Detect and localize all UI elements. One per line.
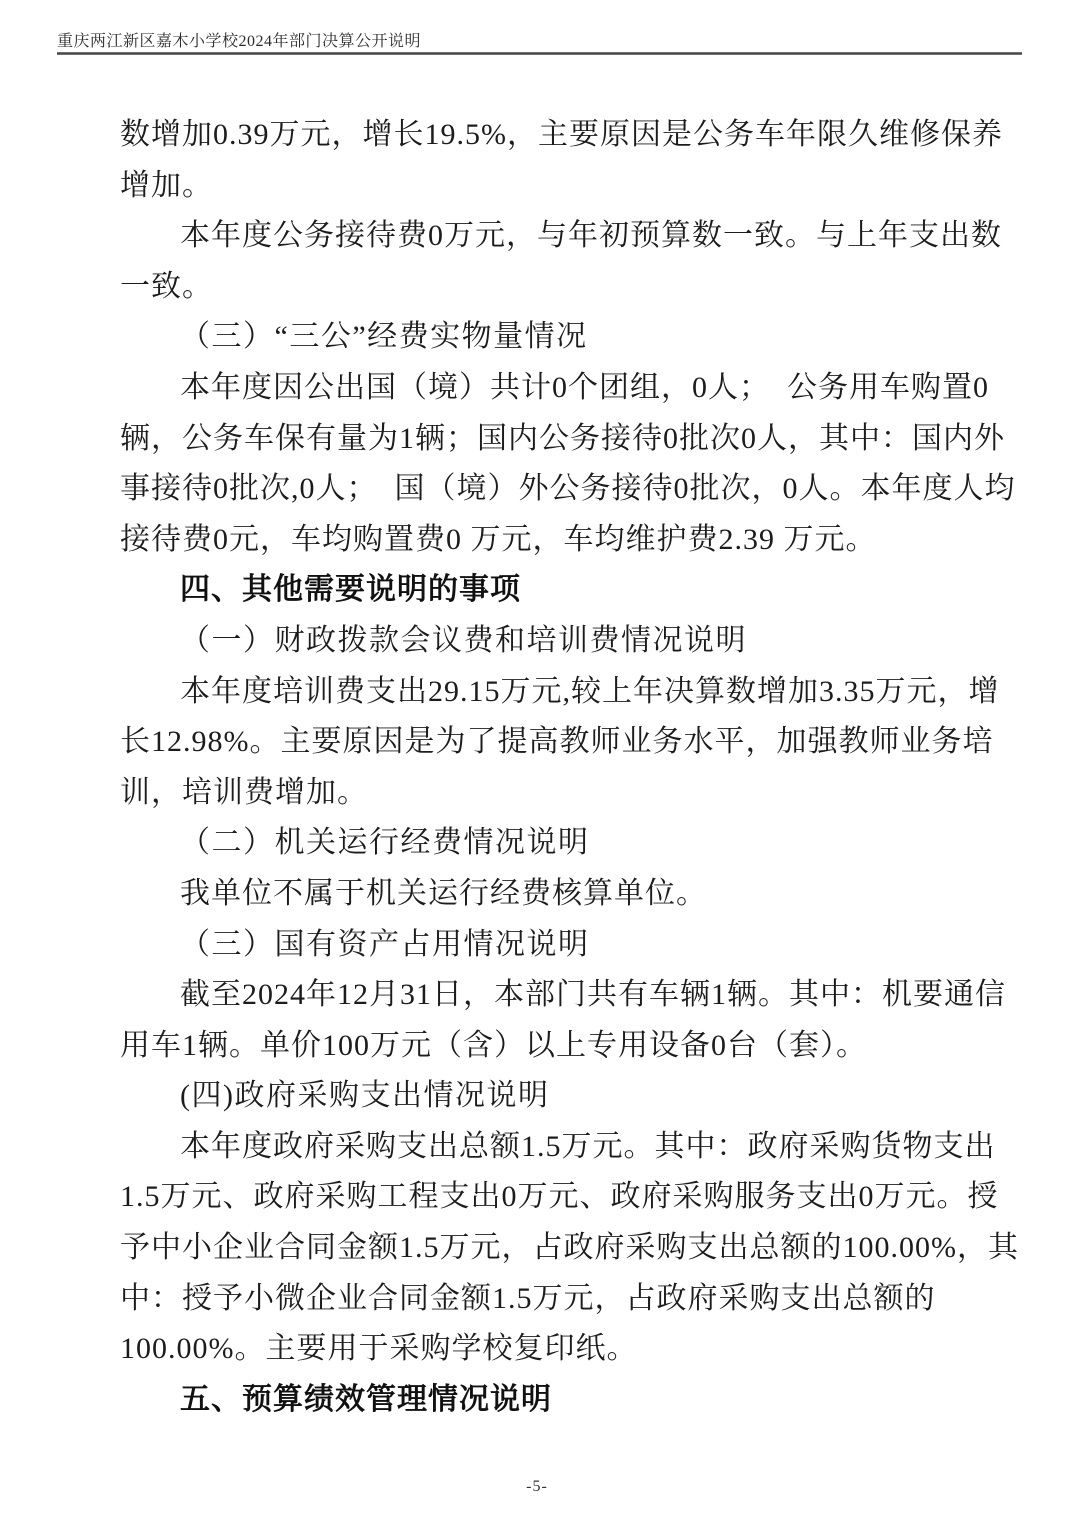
page-number: -5- — [526, 1478, 548, 1495]
document-header — [0, 0, 1074, 60]
section-heading: （三）“三公”经费实物量情况 — [180, 320, 588, 354]
text-line: 辆，公务车保有量为1辆；国内公务接待0批次0人，其中：国内外 — [120, 421, 1005, 455]
section-heading: (四)政府采购支出情况说明 — [180, 1079, 550, 1113]
text-line: 增加。 — [120, 168, 213, 202]
section-heading: （三）国有资产占用情况说明 — [180, 927, 590, 961]
text-line: 中：授予小微企业合同金额1.5万元，占政府采购支出总额的 — [120, 1281, 936, 1315]
chapter-heading: 四、其他需要说明的事项 — [180, 573, 521, 607]
text-line: 长12.98%。主要原因是为了提高教师业务水平，加强教师业务培 — [120, 725, 994, 759]
text-line: 接待费0元，车均购置费0 万元，车均维护费2.39 万元。 — [120, 522, 877, 556]
section-heading: （一）财政拨款会议费和培训费情况说明 — [180, 623, 747, 657]
text-line: 我单位不属于机关运行经费核算单位。 — [180, 876, 707, 910]
text-line: 一致。 — [120, 269, 213, 303]
text-line: 事接待0批次,0人； 国（境）外公务接待0批次，0人。本年度人均 — [120, 472, 1016, 506]
text-line: 100.00%。主要用于采购学校复印纸。 — [120, 1332, 638, 1366]
text-line: 训，培训费增加。 — [120, 775, 368, 809]
document-body — [120, 110, 1019, 1425]
text-line: 本年度培训费支出29.15万元,较上年决算数增加3.35万元，增 — [180, 674, 1000, 708]
section-heading: （二）机关运行经费情况说明 — [180, 826, 590, 860]
chapter-heading: 五、预算绩效管理情况说明 — [180, 1382, 552, 1416]
text-line: 数增加0.39万元，增长19.5%，主要原因是公务车年限久维修保养 — [120, 118, 1003, 151]
header-title: 重庆两江新区嘉木小学校2024年部门决算公开说明 — [57, 33, 422, 50]
text-line: 本年度公务接待费0万元，与年初预算数一致。与上年支出数 — [180, 219, 1002, 253]
text-line: 本年度因公出国（境）共计0个团组，0人； 公务用车购置0 — [180, 370, 989, 404]
text-line: 予中小企业合同金额1.5万元，占政府采购支出总额的100.00%，其 — [120, 1231, 1019, 1265]
document-footer — [0, 1478, 1074, 1496]
text-line: 本年度政府采购支出总额1.5万元。其中：政府采购货物支出 — [180, 1129, 996, 1163]
text-line: 截至2024年12月31日，本部门共有车辆1辆。其中：机要通信 — [180, 978, 1006, 1012]
header-rule — [57, 52, 1022, 55]
text-line: 1.5万元、政府采购工程支出0万元、政府采购服务支出0万元。授 — [120, 1180, 999, 1214]
text-line: 用车1辆。单价100万元（含）以上专用设备0台（套）。 — [120, 1028, 867, 1062]
